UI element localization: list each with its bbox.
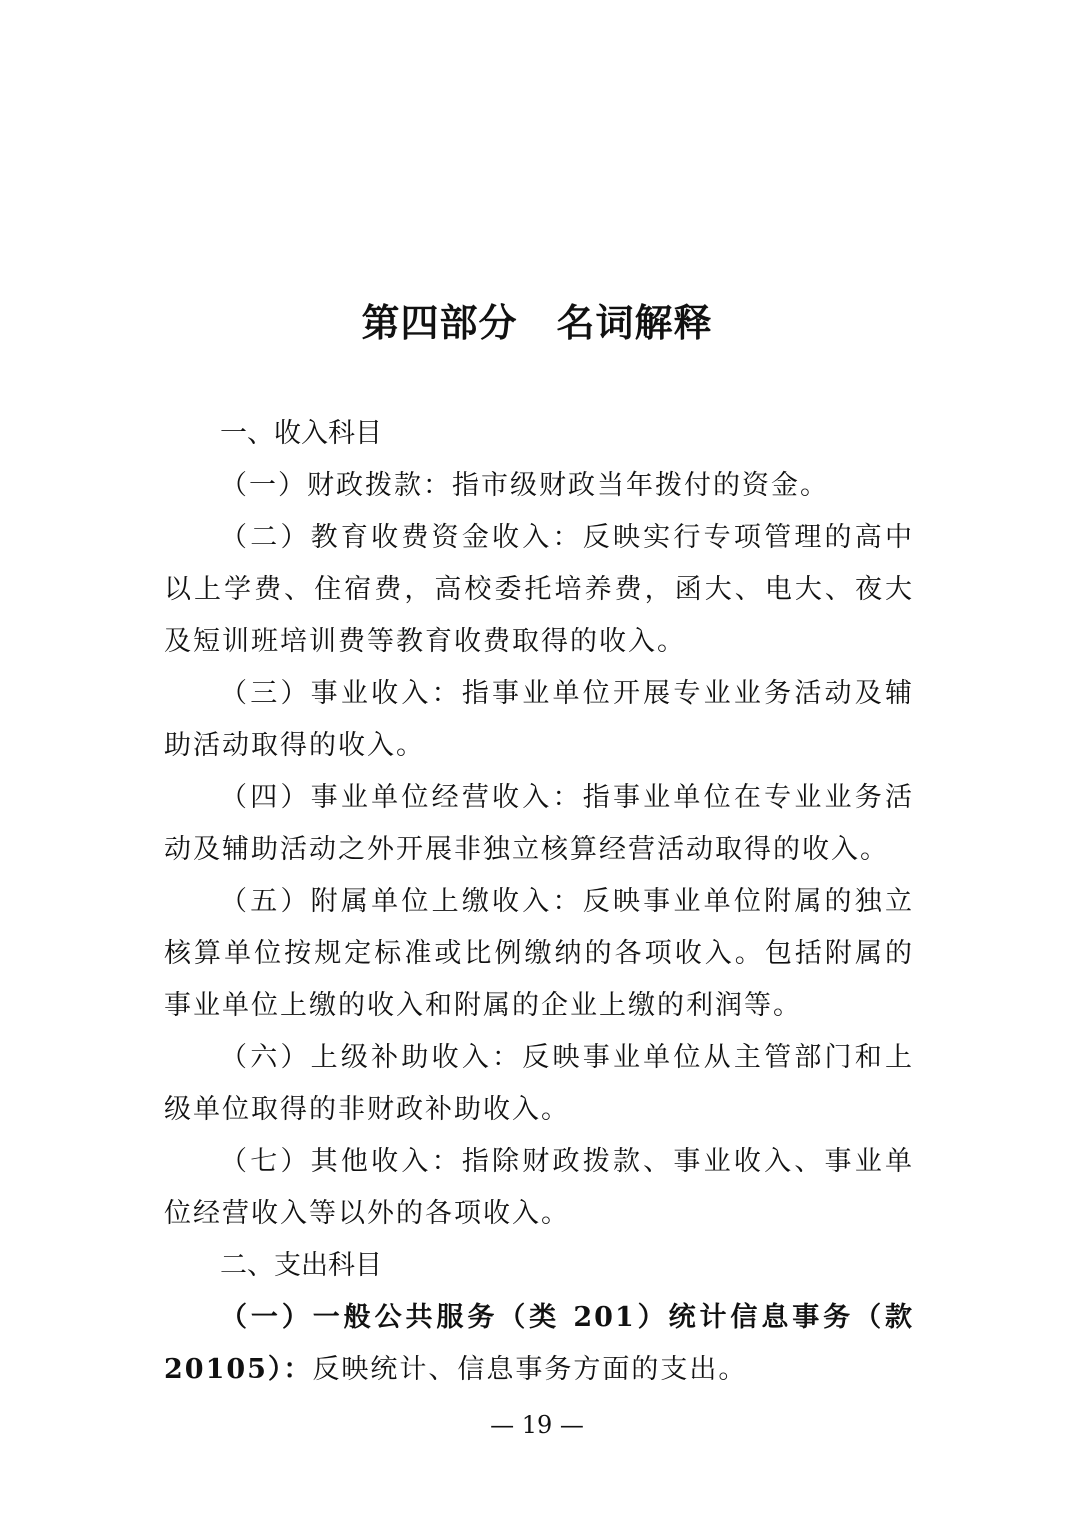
paragraph-expenditure-1 (164, 1292, 914, 1396)
paragraph-income-6: （六）上级补助收入：反映事业单位从主管部门和上级单位取得的非财政补助收入。 (164, 1042, 914, 1125)
page-title: 第四部分 名词解释 (361, 300, 713, 345)
page-number: — 19 — (490, 1411, 584, 1439)
paragraph-income-4: （四）事业单位经营收入：指事业单位在专业业务活动及辅助活动之外开展非独立核算经营活动取得的收入。 (164, 782, 914, 865)
paragraph-text: 反映统计、信息事务方面的支出。 (312, 1354, 748, 1385)
paragraph-lead-bold: （一）一般公共服务（类 201）统计信息事务（款 20105）： (164, 1302, 914, 1385)
paragraph-income-5: （五）附属单位上缴收入：反映事业单位附属的独立核算单位按规定标准或比例缴纳的各项收入。包括附属的事业单位上缴的收入和附属的企业上缴的利润等。 (164, 886, 914, 1021)
paragraph-income-1: （一）财政拨款：指市级财政当年拨付的资金。 (220, 470, 829, 501)
document-body (164, 408, 914, 1396)
paragraph-income-3: （三）事业收入：指事业单位开展专业业务活动及辅助活动取得的收入。 (164, 678, 914, 761)
section-heading-income: 一、收入科目 (220, 418, 382, 449)
section-heading-expenditure: 二、支出科目 (220, 1250, 382, 1281)
paragraph-income-7: （七）其他收入：指除财政拨款、事业收入、事业单位经营收入等以外的各项收入。 (164, 1146, 914, 1229)
paragraph-income-2: （二）教育收费资金收入：反映实行专项管理的高中以上学费、住宿费，高校委托培养费，函大、电大、夜大及短训班培训费等教育收费取得的收入。 (164, 522, 914, 657)
